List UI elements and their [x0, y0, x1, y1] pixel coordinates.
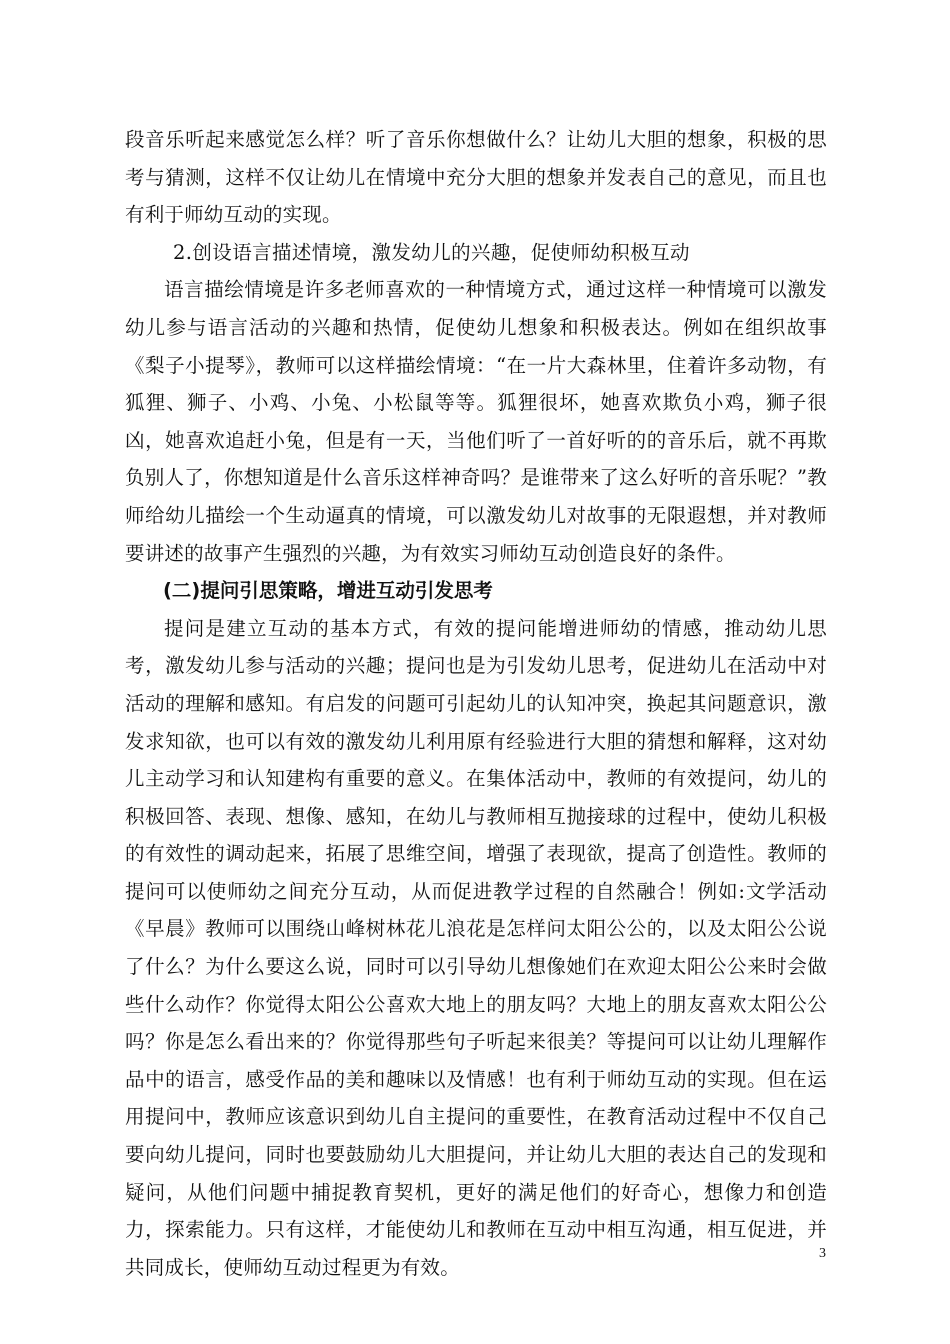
paragraph-continuation: 段音乐听起来感觉怎么样？听了音乐你想做什么？让幼儿大胆的想象，积极的思考与猜测，这样不仅让幼儿在情境中充分大胆的想象并发表自己的意见，而且也有利于师幼互动的实现。 — [125, 128, 827, 227]
subheading-language-situation: 2.创设语言描述情境，激发幼儿的兴趣，促使师幼积极互动 — [173, 240, 690, 264]
paragraph-questioning: 提问是建立互动的基本方式，有效的提问能增进师幼的情感，推动幼儿思考，激发幼儿参与活动的兴趣；提问也是为引发幼儿思考，促进幼儿在活动中对活动的理解和感知。有启发的问题可引起幼儿的认知冲突，换起其问题意识，激发求知欲，也可以有效的激发幼儿利用原有经验进行大胆的猜想和解释，这对幼儿主动学习和认知建构有重要的意义。在集体活动中，教师的有效提问，幼儿的积极回答、表现、想像、感知，在幼儿与教师相互抛接球的过程中，使幼儿积极的有效性的调动起来，拓展了思维空间，增强了表现欲，提高了创造性。教师的提问可以使师幼之间充分互动，从而促进教学过程的自然融合！例如:文学活动《早晨》教师可以围绕山峰树林花儿浪花是怎样问太阳公公的，以及太阳公公说了什么？为什么要这么说，同时可以引导幼儿想像她们在欢迎太阳公公来时会做些什么动作？你觉得太阳公公喜欢大地上的朋友吗？大地上的朋友喜欢太阳公公吗？你是怎么看出来的？你觉得那些句子听起来很美？等提问可以让幼儿理解作品中的语言，感受作品的美和趣味以及情感！也有利于师幼互动的实现。但在运用提问中，教师应该意识到幼儿自主提问的重要性，在教育活动过程中不仅自己要向幼儿提问，同时也要鼓励幼儿大胆提问，并让幼儿大胆的表达自己的发现和疑问，从他们问题中捕捉教育契机，更好的满足他们的好奇心，想像力和创造力，探索能力。只有这样，才能使幼儿和教师在互动中相互沟通，相互促进，并共同成长，使师幼互动过程更为有效。 — [125, 616, 827, 1279]
paragraph-language-situation: 语言描绘情境是许多老师喜欢的一种情境方式，通过这样一种情境可以激发幼儿参与语言活动的兴趣和热情，促使幼儿想象和积极表达。例如在组织故事《梨子小提琴》，教师可以这样描绘情境：“在一片大森林里，住着许多动物，有狐狸、狮子、小鸡、小兔、小松鼠等等。狐狸很坏，她喜欢欺负小鸡，狮子很凶，她喜欢追赶小兔，但是有一天，当他们听了一首好听的的音乐后，就不再欺负别人了，你想知道是什么音乐这样神奇吗？是谁带来了这么好听的音乐呢？”教师给幼儿描绘一个生动逼真的情境，可以激发幼儿对故事的无限遐想，并对教师要讲述的故事产生强烈的兴趣，为有效实习师幼互动创造良好的条件。 — [125, 278, 827, 565]
page-number: 3 — [819, 1246, 826, 1261]
section-heading-questioning: (二)提问引思策略，增进互动引发思考 — [163, 579, 493, 603]
document-body — [125, 121, 827, 1286]
